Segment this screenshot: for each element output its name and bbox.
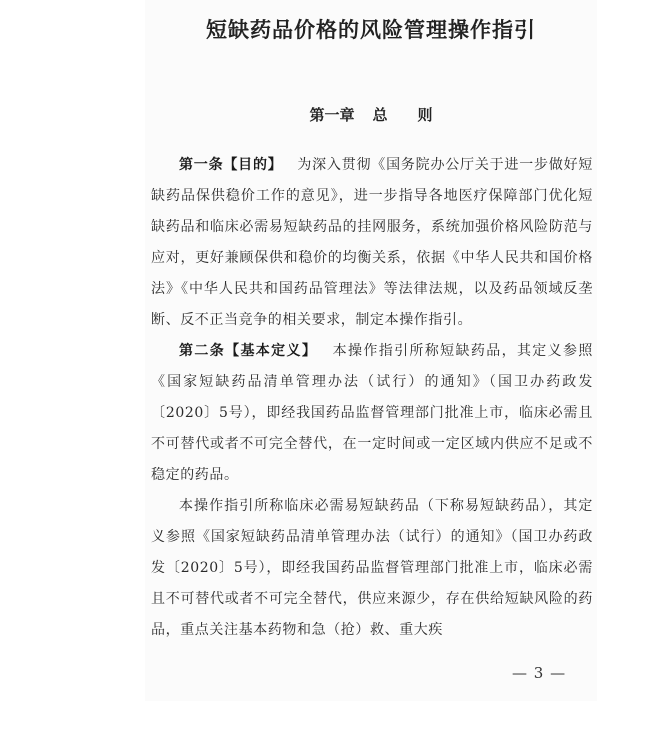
chapter-number: 第一章 [309, 106, 355, 124]
chapter-heading [145, 104, 597, 125]
article-2 [151, 336, 593, 491]
article-1-heading: 第一条【目的】 [179, 157, 283, 173]
document-page [145, 0, 597, 701]
document-title: 短缺药品价格的风险管理操作指引 [206, 17, 536, 42]
chapter-title-char-2: 则 [417, 106, 433, 124]
article-2-text: 本操作指引所称短缺药品，其定义参照《国家短缺药品清单管理办法（试行）的通知》（国卫办药政发〔2020〕5号），即经我国药品监督管理部门批准上市，临床必需且不可替代或者不可完全替代，在一定时间或一定区域内供应不足或不稳定的药品。 [151, 343, 593, 483]
document-body [151, 150, 593, 646]
chapter-title-char-1: 总 [372, 106, 388, 124]
page-number: — 3 — [512, 664, 567, 682]
article-2-heading: 第二条【基本定义】 [179, 343, 318, 359]
article-1-text: 为深入贯彻《国务院办公厅关于进一步做好短缺药品保供稳价工作的意见》，进一步指导各地医疗保障部门优化短缺药品和临床必需易短缺药品的挂网服务，系统加强价格风险防范与应对，更好兼顾保供和稳价的均衡关系，依据《中华人民共和国价格法》《中华人民共和国药品管理法》等法律法规，以及药品领域反垄断、反不正当竞争的相关要求，制定本操作指引。 [151, 157, 593, 328]
article-2-paragraph-2: 本操作指引所称临床必需易短缺药品（下称易短缺药品），其定义参照《国家短缺药品清单管理办法（试行）的通知》（国卫办药政发〔2020〕5号），即经我国药品监督管理部门批准上市，临床必需且不可替代或者不可完全替代，供应来源少，存在供给短缺风险的药品，重点关注基本药物和急（抢）救、重大疾 [151, 498, 593, 638]
article-1 [151, 150, 593, 336]
